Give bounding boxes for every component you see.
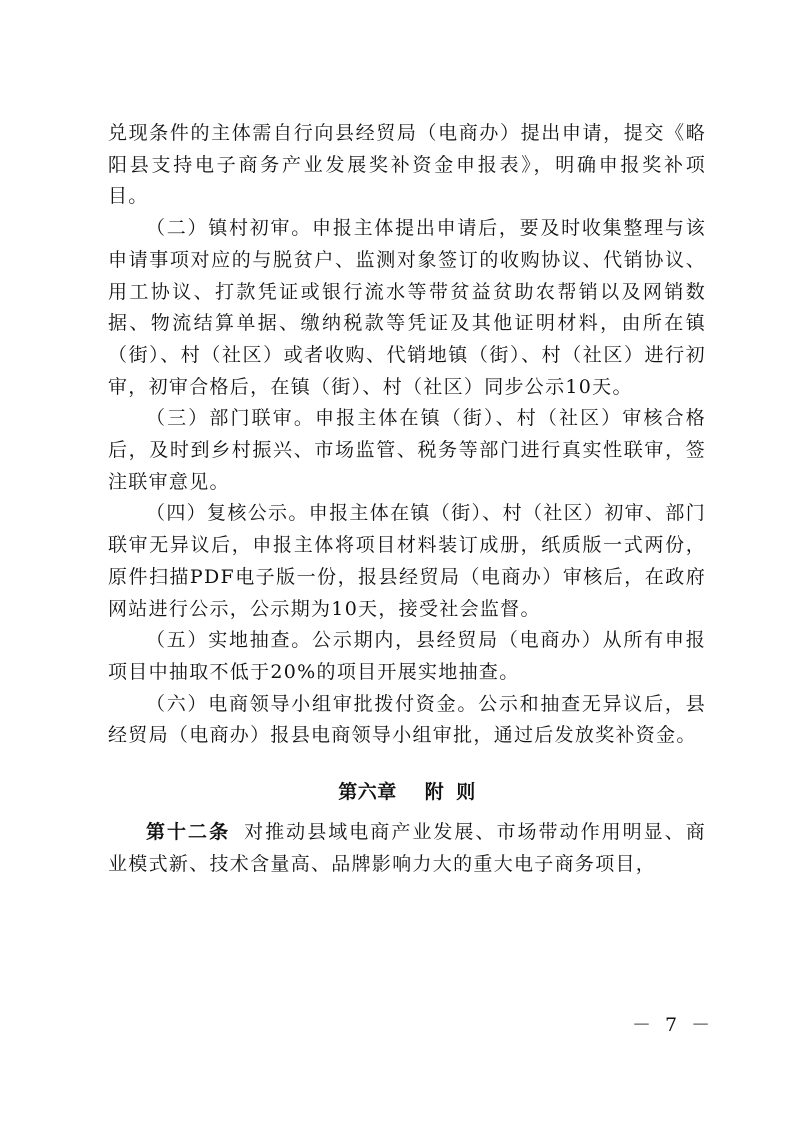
paragraph-application-continuation: 兑现条件的主体需自行向县经贸局（电商办）提出申请，提交《略阳县支持电子商务产业发展奖补资金申报表》，明确申报奖补项目。: [108, 122, 706, 208]
article-twelve: [108, 817, 706, 880]
paragraph-review-publicity: （四）复核公示。申报主体在镇（街）、村（社区）初审、部门联审无异议后，申报主体将项目材料装订成册，纸质版一式两份，原件扫描PDF电子版一份，报县经贸局（电商办）审核后，在政府网站进行公示，公示期为10天，接受社会监督。: [108, 502, 706, 620]
paragraph-spot-check: （五）实地抽查。公示期内，县经贸局（电商办）从所有申报项目中抽取不低于20%的项目开展实地抽查。: [108, 629, 706, 683]
paragraph-approval-funding: （六）电商领导小组审批拨付资金。公示和抽查无异议后，县经贸局（电商办）报县电商领导小组审批，通过后发放奖补资金。: [108, 692, 706, 747]
paragraph-department-joint-review: （三）部门联审。申报主体在镇（街）、村（社区）审核合格后，及时到乡村振兴、市场监管、税务等部门进行真实性联审，签注联审意见。: [108, 407, 706, 493]
article-text: 对推动县域电商产业发展、市场带动作用明显、商业模式新、技术含量高、品牌影响力大的重大电子商务项目，: [108, 821, 707, 875]
document-body: [108, 118, 706, 880]
chapter-title-part2: 则: [456, 781, 476, 804]
article-number: 第十二条: [146, 821, 231, 844]
chapter-title-part1: 附: [424, 781, 445, 804]
page-number: － 7 －: [632, 1014, 715, 1036]
chapter-heading: [108, 767, 706, 817]
paragraph-town-village-review: （二）镇村初审。申报主体提出申请后，要及时收集整理与该申请事项对应的与脱贫户、监测对象签订的收购协议、代销协议、用工协议、打款凭证或银行流水等带贫益贫助农帮销以及网销数据、物流结算单据、缴纳税款等凭证及其他证明材料，由所在镇（街）、村（社区）或者收购、代销地镇（街）、村（社区）进行初审，初审合格后，在镇（街）、村（社区）同步公示10天。: [108, 217, 706, 398]
chapter-number: 第六章: [338, 781, 397, 804]
